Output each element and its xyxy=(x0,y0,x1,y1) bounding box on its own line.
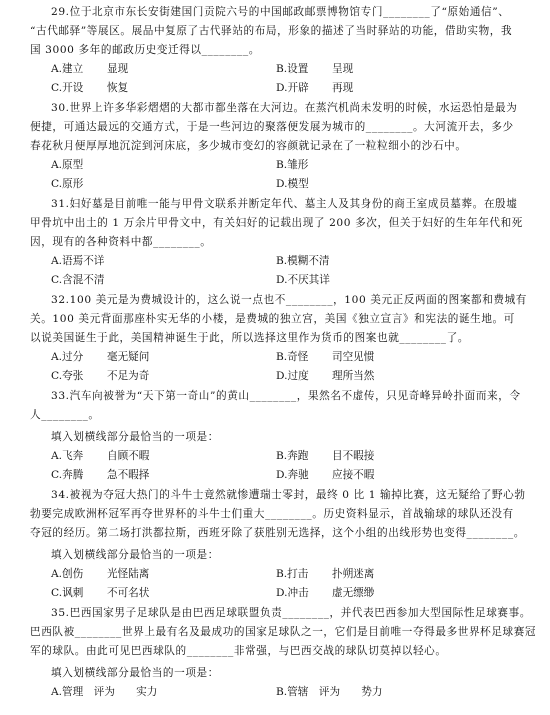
question-text-line: 人________。 xyxy=(30,409,100,421)
option-letter: A.原型 xyxy=(51,159,84,171)
answer-option xyxy=(51,349,276,365)
option-text: 目不暇接 xyxy=(332,450,375,462)
option-letter: B.雏形 xyxy=(276,159,309,171)
answer-option xyxy=(51,157,276,173)
question-text-line: 甲骨坑中出土的 1 万余片甲骨文中，有关妇好的记载出现了 200 多次，但关于妇好的生年年代和死 xyxy=(30,217,523,229)
option-row xyxy=(30,253,528,269)
option-text: 司空见惯 xyxy=(332,351,375,363)
option-text: 再现 xyxy=(332,82,354,94)
option-text: 呈现 xyxy=(332,63,354,75)
question-prompt: 填入划横线部分最恰当的一项是： xyxy=(51,549,219,561)
question-stem: 31.妇好墓是目前唯一能与甲骨文联系并断定年代、墓主人及其身份的商王室成员墓葬。在殷墟 xyxy=(51,198,518,210)
question-block xyxy=(30,100,528,196)
answer-option xyxy=(276,176,371,192)
option-letter: C.奔腾 xyxy=(51,469,84,481)
answer-option xyxy=(276,368,394,384)
answer-option xyxy=(276,80,394,96)
option-row xyxy=(30,368,528,384)
option-text xyxy=(330,253,392,269)
spacer xyxy=(30,700,528,704)
answer-option xyxy=(276,272,392,288)
question-block xyxy=(30,487,528,605)
answer-option xyxy=(276,566,394,582)
option-row xyxy=(30,467,528,483)
option-letter: A.过分 xyxy=(51,351,84,363)
question-text-line: 便捷，可通达最远的交通方式，于是一些河边的聚落便发展为城市的________。大河流开去，多少 xyxy=(30,121,514,133)
option-letter: B.模糊不清 xyxy=(276,255,330,267)
option-text: 光怪陆离 xyxy=(107,568,150,580)
option-letter: D.过度 xyxy=(276,370,309,382)
question-prompt: 填入划横线部分最恰当的一项是： xyxy=(51,667,219,679)
question-block xyxy=(30,605,537,704)
option-letter: C.开设 xyxy=(51,82,84,94)
answer-option xyxy=(51,566,276,582)
question-text-line: 勃要完成欧洲杯冠军再夺世界杯的斗牛士们重大________。历史资料显示，首战输球的球队还没有 xyxy=(30,508,514,520)
answer-option xyxy=(276,61,394,77)
option-text: 不可名状 xyxy=(107,587,150,599)
option-text: 毫无疑问 xyxy=(107,351,150,363)
option-text: 理所当然 xyxy=(332,370,375,382)
answer-option xyxy=(51,684,276,700)
option-letter: D.模型 xyxy=(276,178,309,190)
question-stem: 34.被视为夺冠大热门的斗牛士竟然就惨遭瑞士零封，最终 0 比 1 输掉比赛，这无疑给了野心勃 xyxy=(51,489,526,501)
option-letter: A.飞奔 xyxy=(51,450,84,462)
option-letter: A.语焉不详 xyxy=(51,255,105,267)
option-letter: B.打击 xyxy=(276,568,309,580)
option-row xyxy=(30,448,528,464)
question-prompt: 填入划横线部分最恰当的一项是： xyxy=(51,431,219,443)
option-text: 急不暇择 xyxy=(107,469,150,481)
option-text xyxy=(309,176,371,192)
option-row xyxy=(30,585,528,601)
option-row xyxy=(30,176,528,192)
option-row xyxy=(30,684,528,700)
option-letter: B.设置 xyxy=(276,63,309,75)
question-text-line: 春花秋月便厚厚地沉淀到河床底，多少城市变幻的容颜就记录在了一粒粒细小的沙石中。 xyxy=(30,140,467,152)
option-letter: C.含混不清 xyxy=(51,274,105,286)
answer-option xyxy=(276,448,394,464)
option-letter: B.奔跑 xyxy=(276,450,309,462)
option-text xyxy=(330,272,392,288)
question-stem: 32.100 美元是为费城设计的，这么说一点也不________，100 美元正反两面的图案都和费城有 xyxy=(51,294,527,306)
question-text-line: 关。100 美元背面那座朴实无华的小楼，是费城的独立宫，美国《独立宣言》和宪法的诞生地。可 xyxy=(30,313,515,325)
answer-option xyxy=(51,368,276,384)
answer-option xyxy=(51,585,276,601)
option-text: 恢复 xyxy=(107,82,129,94)
question-text-line: 因，现有的各种资料中都________。 xyxy=(30,236,212,248)
question-stem: 33.汽车向被誉为“天下第一奇山”的黄山________，果然名不虚传，只见奇峰异岭扑面而来，令 xyxy=(51,390,521,402)
answer-option xyxy=(51,253,276,269)
question-block xyxy=(30,196,528,292)
option-letter: D.冲击 xyxy=(276,587,309,599)
option-text: 不足为奇 xyxy=(107,370,150,382)
option-letter: A.管理 评为 实力 xyxy=(51,686,158,698)
option-letter: C.夸张 xyxy=(51,370,84,382)
question-stem: 35.巴西国家男子足球队是由巴西足球联盟负责________，并代表巴西参加大型国际性足球赛事。 xyxy=(51,607,531,619)
option-text: 显现 xyxy=(107,63,129,75)
option-row xyxy=(30,566,528,582)
option-letter: D.开辟 xyxy=(276,82,309,94)
option-row xyxy=(30,272,528,288)
question-stem: 29.位于北京市东长安街建国门贡院六号的中国邮政邮票博物馆专门________了“原始通信”、 xyxy=(51,6,510,18)
question-block xyxy=(30,388,528,487)
question-stem: 30.世界上许多华彩熠熠的大都市都坐落在大河边。在蒸汽机尚未发明的时候，水运恐怕是最为 xyxy=(51,102,518,114)
question-text-line: “古代邮驿”等展区。展品中复原了古代驿站的布局，形象的描述了当时驿站的功能，借助实物，我 xyxy=(30,25,513,37)
option-text xyxy=(383,684,445,700)
option-text xyxy=(308,157,370,173)
option-text xyxy=(83,157,145,173)
answer-option xyxy=(276,157,370,173)
answer-option xyxy=(51,467,276,483)
option-letter: D.奔驰 xyxy=(276,469,309,481)
answer-option xyxy=(51,272,276,288)
option-letter: C.原形 xyxy=(51,178,84,190)
answer-option xyxy=(276,349,394,365)
answer-option xyxy=(276,684,445,700)
question-text-line: 夺冠的经历。第二场打洪都拉斯，西班牙除了获胜别无选择，这个小组的出线形势也变得________。 xyxy=(30,527,525,539)
question-text-line: 军的球队。由此可见巴西球队的________非常强，与巴西交战的球队切莫掉以轻心。 xyxy=(30,645,447,657)
answer-option xyxy=(51,176,276,192)
answer-option xyxy=(276,467,394,483)
question-block xyxy=(30,292,528,388)
option-text: 虚无缥缈 xyxy=(332,587,375,599)
option-text: 扑朔迷离 xyxy=(332,568,375,580)
option-letter: D.不厌其详 xyxy=(276,274,330,286)
option-row xyxy=(30,80,528,96)
option-text: 自顾不暇 xyxy=(107,450,150,462)
question-text-line: 国 3000 多年的邮政历史变迁得以________。 xyxy=(30,44,260,56)
option-text: 应接不暇 xyxy=(332,469,375,481)
option-letter: B.奇怪 xyxy=(276,351,309,363)
answer-option xyxy=(276,253,392,269)
answer-option xyxy=(51,448,276,464)
option-letter: A.创伤 xyxy=(51,568,84,580)
option-letter: C.讽刺 xyxy=(51,587,84,599)
question-block xyxy=(30,4,528,100)
question-text-line: 以说美国诞生于此，美国精神诞生于此，所以选择这里作为货币的图案也就________了。 xyxy=(30,332,469,344)
option-row xyxy=(30,157,528,173)
answer-option xyxy=(51,61,276,77)
option-text xyxy=(104,253,166,269)
option-row xyxy=(30,349,528,365)
answer-option xyxy=(51,80,276,96)
question-text-line: 巴西队被________世界上最有名及最成功的国家足球队之一，它们是目前唯一夺得最多世界杯足球赛冠 xyxy=(30,626,537,638)
option-letter: A.建立 xyxy=(51,63,84,75)
answer-option xyxy=(276,585,394,601)
option-text xyxy=(157,684,219,700)
option-text xyxy=(104,272,166,288)
option-letter: B.管辖 评为 势力 xyxy=(276,686,383,698)
option-text xyxy=(83,176,145,192)
option-row xyxy=(30,61,528,77)
